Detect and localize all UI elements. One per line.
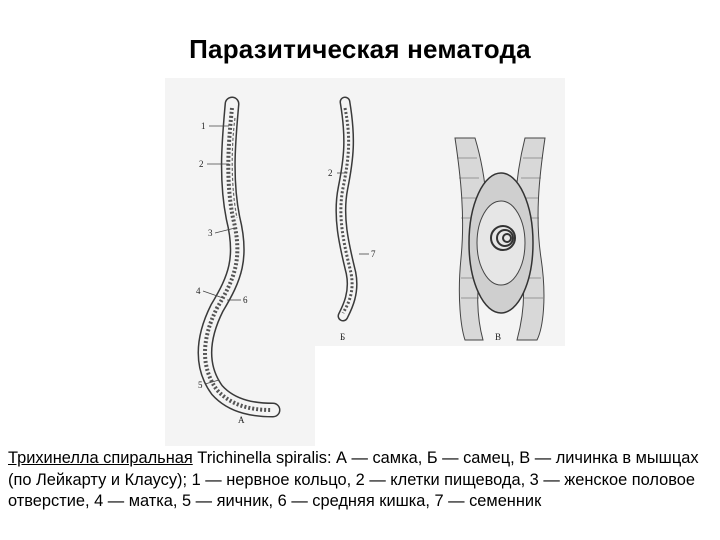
female-callout-4: 4 <box>196 286 201 296</box>
panel-letter-a: А <box>238 415 245 425</box>
female-callout-1: 1 <box>201 121 206 131</box>
figure-blank-corner <box>315 346 565 446</box>
female-callout-6: 6 <box>243 295 248 305</box>
female-callout-3: 3 <box>208 228 213 238</box>
panel-letter-c: В <box>495 332 502 342</box>
trichinella-illustration <box>165 78 565 446</box>
illustration-svg <box>165 78 565 446</box>
male-callout-2: 2 <box>328 168 333 178</box>
slide-title: Паразитическая нематода <box>189 34 531 64</box>
female-callout-5: 5 <box>198 380 203 390</box>
male-callout-7: 7 <box>371 249 376 259</box>
caption-species-russian: Трихинелла спиральная <box>8 449 193 467</box>
figure-caption <box>8 448 714 513</box>
female-callout-2: 2 <box>199 159 204 169</box>
caption-text: Trichinella spiralis: А — самка, Б — самец, В — личинка в мышцах (по Лейкарту и Клаусу); 1 — нервное кольцо, 2 — клетки пищевода, 3 — женское половое отверстие, 4 — матка, 5 — яичник, 6 — средняя кишка, 7 — семенник <box>8 449 699 510</box>
panel-letter-b: Б <box>340 332 346 342</box>
